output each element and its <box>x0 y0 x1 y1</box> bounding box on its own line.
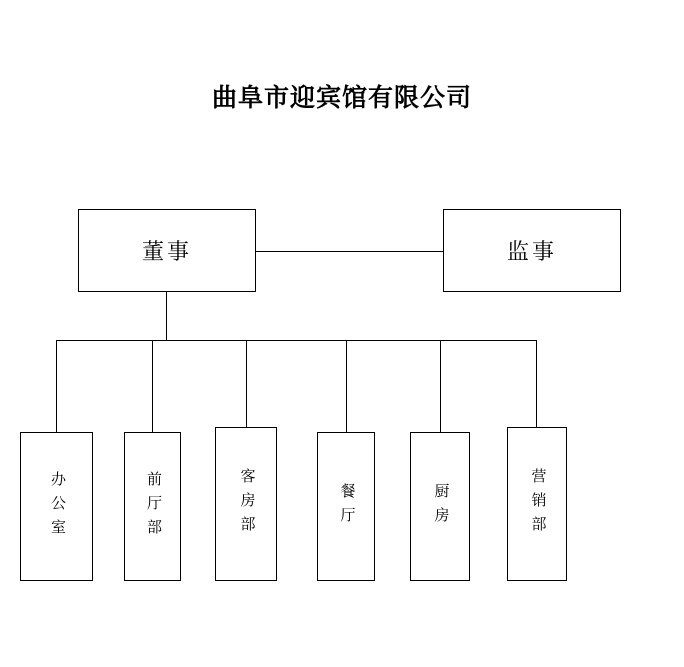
connector-drop-kitchen <box>440 340 441 432</box>
connector-director-trunk <box>166 292 167 340</box>
node-office[interactable] <box>20 432 93 581</box>
node-marketing[interactable] <box>507 427 567 581</box>
connector-drop-guest-room <box>246 340 247 432</box>
node-kitchen[interactable] <box>410 432 470 581</box>
connector-drop-marketing <box>536 340 537 432</box>
node-restaurant[interactable] <box>317 432 375 581</box>
connector-drop-restaurant <box>346 340 347 432</box>
node-director[interactable] <box>78 209 256 292</box>
node-kitchen-label: 厨房 <box>432 482 449 531</box>
node-office-label: 办公室 <box>49 470 65 543</box>
node-marketing-label: 营销部 <box>529 468 546 540</box>
connector-director-supervisor <box>256 251 443 252</box>
connector-trunk-horizontal <box>56 340 536 341</box>
node-guest-room[interactable] <box>215 427 277 581</box>
node-guest-room-label: 客房部 <box>238 468 255 540</box>
node-supervisor-label: 监事 <box>506 239 557 264</box>
connector-drop-office <box>56 340 57 432</box>
node-front-desk-label: 前厅部 <box>145 470 161 543</box>
node-front-desk[interactable] <box>124 432 181 581</box>
page-title: 曲阜市迎宾馆有限公司 <box>211 85 472 112</box>
node-supervisor[interactable] <box>443 209 621 292</box>
connector-drop-front-desk <box>152 340 153 432</box>
node-director-label: 董事 <box>141 239 192 264</box>
node-restaurant-label: 餐厅 <box>338 482 355 531</box>
